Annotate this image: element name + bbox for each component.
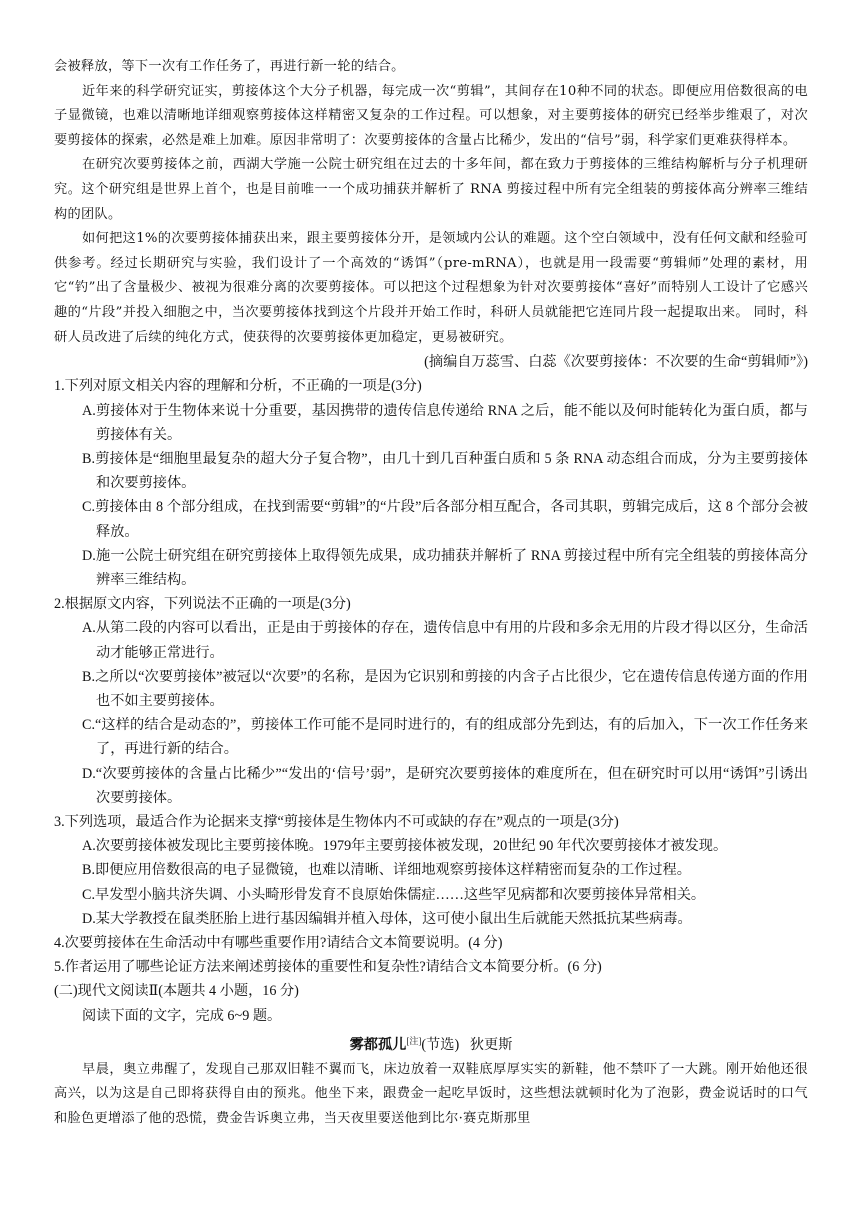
question-option: B.剪接体是“细胞里最复杂的超大分子复合物”，由几十到几百种蛋白质和 5 条 RNA 动态组合而成，分为主要剪接体和次要剪接体。 <box>82 450 808 492</box>
story-text <box>54 1058 808 1132</box>
question-option: C.“这样的结合是动态的”，剪接体工作可能不是同时进行的，有的组成部分先到达，有的后加入，下一次工作任务来了，再进行新的结合。 <box>82 717 808 758</box>
question-list <box>54 374 808 1027</box>
question-option: A.次要剪接体被发现比主要剪接体晚。1979年主要剪接体被发现，20世纪 90 年代次要剪接体才被发现。 <box>82 838 728 855</box>
question-option: A.从第二段的内容可以看出，正是由于剪接体的存在，遗传信息中有用的片段和多余无用的片段才得以区分，生命活动才能够正常进行。 <box>82 620 808 661</box>
story-title-line <box>54 1029 808 1058</box>
question-stem: 4.次要剪接体在生命活动中有哪些重要作用?请结合文本简要说明。(4 分) <box>54 935 503 951</box>
exam-page <box>54 55 808 1132</box>
passage-paragraph: 会被释放，等下一次有工作任务了，再进行新一轮的结合。 <box>54 59 405 74</box>
question-stem: 5.作者运用了哪些论证方法来阐述剪接体的重要性和复杂性?请结合文本简要分析。(6 分) <box>54 959 602 976</box>
passage-paragraph: 在研究次要剪接体之前，西湖大学施一公院士研究组在过去的十多年间，都在致力于剪接体的三维结构解析与分子机理研究。这个研究组是世界上首个，也是目前唯一一个成功捕获并解析了 RNA 剪接过程中所有完全组装的剪接体高分辨率三维结构的团队。 <box>54 157 808 222</box>
question-stem: 3.下列选项，最适合作为论据来支撑“剪接体是生物体内不可或缺的存在”观点的一项是(3分) <box>54 813 619 830</box>
story-author: 狄更斯 <box>469 1036 513 1053</box>
question-option: B.即便应用倍数很高的电子显微镜，也难以清晰、详细地观察剪接体这样精密而复杂的工作过程。 <box>82 862 691 879</box>
question-option: B.之所以“次要剪接体”被冠以“次要”的名称，是因为它识别和剪接的内含子占比很少，它在遗传信息传递方面的作用也不如主要剪接体。 <box>82 668 808 709</box>
passage-paragraph: 如何把这1%的次要剪接体捕获出来，跟主要剪接体分开，是领域内公认的难题。这个空白领域中，没有任何文献和经验可供参考。经过长期研究与实验，我们设计了一个高效的“诱饵”（pre-mRNA），也就是用一段需要“剪辑师”处理的素材，用它“钓”出了含量极少、被视为很难分离的次要剪接体。可以把这个过程想象为针对次要剪接体“喜好”而特别人工设计了它感兴趣的“片段”并投入细胞之中，当次要剪接体找到这个片段并开始工作时，科研人员就能把它连同片段一起提取出来。 同时，科研人员改进了后续的纯化方式，使获得的次要剪接体更加稳定，更易被研究。 <box>54 231 808 345</box>
question-option: D.施一公院士研究组在研究剪接体上取得领先成果，成功捕获并解析了 RNA 剪接过程中所有完全组装的剪接体高分辨率三维结构。 <box>82 547 808 588</box>
passage-source: (摘编自万蕊雪、白蕊《次要剪接体：不次要的生命“剪辑师”》) <box>424 354 808 371</box>
section-heading: (二)现代文阅读Ⅱ(本题共 4 小题，16 分) <box>54 983 299 1000</box>
story-title: 雾都孤儿 <box>349 1036 407 1053</box>
question-option: D.某大学教授在鼠类胚胎上进行基因编辑并植入母体，这可使小鼠出生后就能天然抵抗某些病毒。 <box>82 910 692 927</box>
question-option: D.“次要剪接体的含量占比稀少”“发出的‘信号’弱”，是研究次要剪接体的难度所在，但在研究时可以用“诱饵”引诱出次要剪接体。 <box>82 765 808 806</box>
section-instruction: 阅读下面的文字，完成 6~9 题。 <box>82 1007 282 1024</box>
question-option: C.早发型小脑共济失调、小头畸形骨发育不良原始侏儒症……这些罕见病都和次要剪接体异常相关。 <box>82 886 706 903</box>
question-option: A.剪接体对于生物体来说十分重要，基因携带的遗传信息传递给 RNA 之后，能不能以及何时能转化为蛋白质，都与剪接体有关。 <box>82 402 808 443</box>
footnote-mark: [注] <box>406 1035 422 1046</box>
story-subtitle: (节选) <box>421 1036 460 1053</box>
question-stem: 2.根据原文内容，下列说法不正确的一项是(3分) <box>54 596 351 613</box>
passage-one <box>54 55 808 350</box>
question-option: C.剪接体由 8 个部分组成，在找到需要“剪辑”的“片段”后各部分相互配合，各司其职，剪辑完成后，这 8 个部分会被释放。 <box>82 499 808 540</box>
story-paragraph: 早晨，奥立弗醒了，发现自己那双旧鞋不翼而飞，床边放着一双鞋底厚厚实实的新鞋，他不禁吓了一大跳。刚开始他还很高兴，以为这是自己即将获得自由的预兆。他坐下来，跟费金一起吃早饭时，这些想法就顿时化为了泡影，费金说话时的口气和脸色更增添了他的恐慌，费金告诉奥立弗，当天夜里要送他到比尔·赛克斯那里 <box>54 1061 808 1126</box>
question-stem: 1.下列对原文相关内容的理解和分析，不正确的一项是(3分) <box>54 378 422 395</box>
passage-paragraph: 近年来的科学研究证实，剪接体这个大分子机器，每完成一次“剪辑”，其间存在10种不同的状态。即便应用倍数很高的电子显微镜，也难以清晰地详细观察剪接体这样精密又复杂的工作过程。可以想象，对主要剪接体的研究已经举步维艰了，对次要剪接体的探索，必然是难上加难。原因非常明了：次要剪接体的含量占比稀少，发出的“信号”弱，科学家们更难获得样本。 <box>54 83 808 148</box>
